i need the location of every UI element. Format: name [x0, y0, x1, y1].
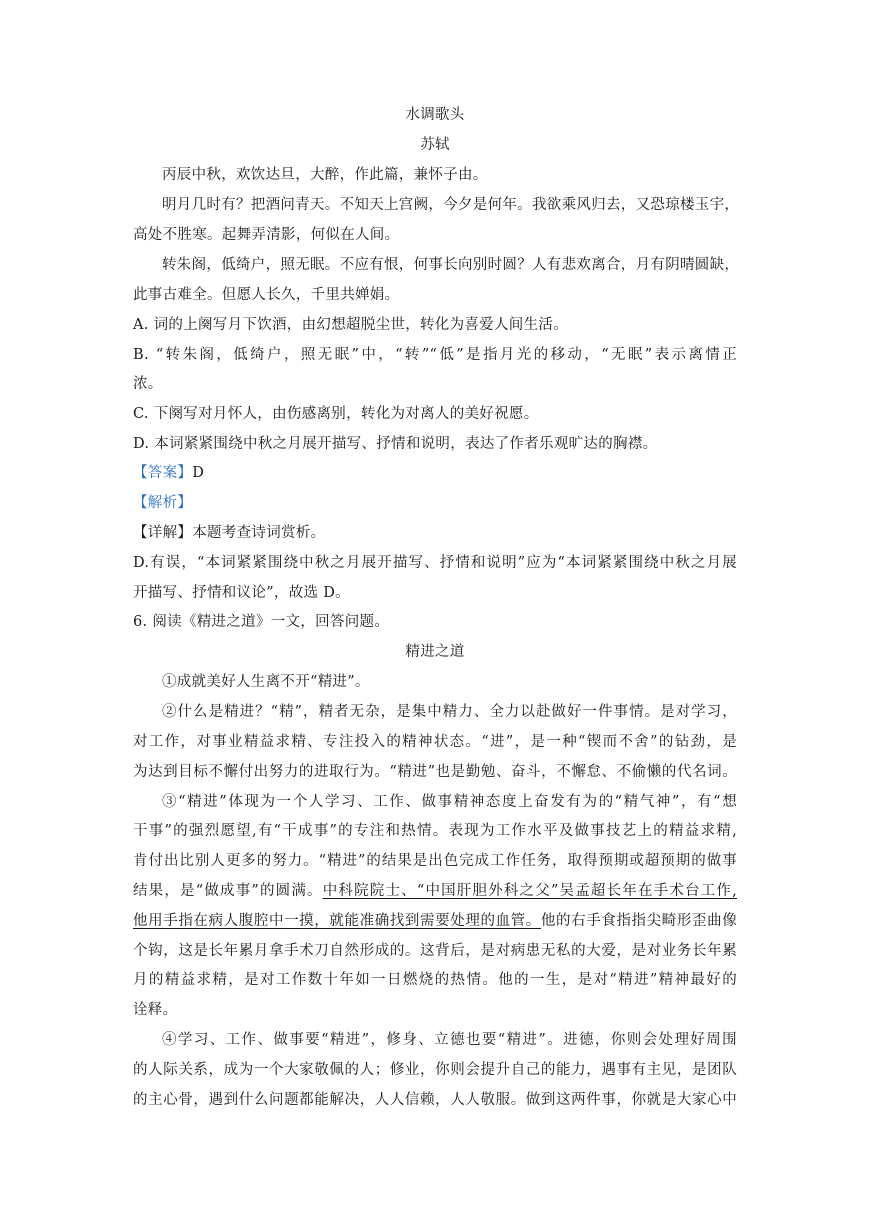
essay-para-3-line-7: 月的精益求精，是对工作数十年如一日燃烧的热情。他的一生，是对“精进”精神最好的 [133, 972, 737, 988]
poem-preface: 丙辰中秋，欢饮达旦，大醉，作此篇，兼怀子由。 [162, 167, 488, 183]
answer-value: D [192, 465, 205, 481]
essay-para-2-line-1: ②什么是精进？“精”，精者无杂，是集中精力、全力以赴做好一件事情。是对学习， [162, 704, 737, 720]
poem-author: 苏轼 [420, 137, 450, 153]
essay-para-4-line-2: 的人际关系，成为一个大家敬佩的人；修业，你则会提升自己的能力，遇事有主见，是团队 [133, 1062, 737, 1078]
poem-stanza-1-line-2: 高处不胜寒。起舞弄清影，何似在人间。 [133, 227, 400, 243]
answer-label: 【答案】 [133, 465, 193, 481]
poem-stanza-2-line-2: 此事古难全。但愿人长久，千里共婵娟。 [133, 287, 400, 303]
essay-para-3-line-6: 个钩，这是长年累月拿手术刀自然形成的。这背后，是对病患无私的大爱，是对业务长年累 [133, 943, 737, 959]
detail-label: 【详解】 [133, 525, 193, 541]
essay-para-3-line-5-plain: 他的右手食指指尖畸形歪曲像 [540, 913, 737, 929]
essay-para-3-line-8: 诠释。 [133, 1002, 178, 1018]
option-b-line-2: 浓。 [133, 376, 163, 392]
essay-para-2-line-2: 对工作，对事业精益求精、专注投入的精神状态。“进”，是一种“锲而不舍”的钻劲，是 [133, 734, 737, 750]
essay-para-4-line-3: 的主心骨，遇到什么问题都能解决，人人信赖，人人敬服。做到这两件事，你就是大家心中 [133, 1092, 737, 1108]
essay-underlined-sentence-part-1: 中科院院士、“中国肝胆外科之父”吴孟超长年在手术台工作, [322, 883, 737, 899]
answer-line [133, 463, 737, 483]
option-d: D. 本词紧紧围绕中秋之月展开描写、抒情和说明，表达了作者乐观旷达的胸襟。 [133, 436, 658, 452]
essay-title: 精进之道 [405, 644, 465, 660]
option-b-line-1: B. “转朱阁，低绮户，照无眠”中，“转”“低”是指月光的移动，“无眠”表示离情正 [133, 347, 737, 363]
option-a: A. 词的上阕写月下饮酒，由幻想超脱尘世，转化为喜爱人间生活。 [133, 317, 568, 333]
essay-para-3-line-5 [133, 911, 737, 931]
essay-para-3-line-4 [133, 881, 737, 901]
detail-text: 本题考查诗词赏析。 [192, 525, 326, 541]
essay-para-3-line-4-plain: 结果，是“做成事”的圆满。 [133, 883, 323, 899]
essay-para-4-line-1: ④学习、工作、做事要“精进”，修身、立德也要“精进”。进德，你则会处理好周围 [162, 1032, 737, 1048]
explanation-line-1: D.有误，“本词紧紧围绕中秋之月展开描写、抒情和说明”应为“本词紧紧围绕中秋之月展 [133, 555, 737, 571]
essay-para-3-line-2: 干事”的强烈愿望,有“干成事”的专注和热情。表现为工作水平及做事技艺上的精益求精, [133, 823, 737, 839]
question-6-prompt: 6. 阅读《精进之道》一文，回答问题。 [133, 614, 390, 630]
essay-para-3-line-1: ③“精进”体现为一个人学习、工作、做事精神态度上奋发有为的“精气神”，有“想 [162, 794, 737, 810]
poem-stanza-1-line-1: 明月几时有？把酒问青天。不知天上宫阙，今夕是何年。我欲乘风归去，又恐琼楼玉宇， [162, 197, 740, 213]
poem-stanza-2-line-1: 转朱阁，低绮户，照无眠。不应有恨，何事长向别时圆？人有悲欢离合，月有阴晴圆缺， [162, 257, 740, 273]
essay-underlined-sentence-part-2: 他用手指在病人腹腔中一摸，就能准确找到需要处理的血管。 [133, 913, 541, 929]
detail-line [133, 523, 737, 543]
analysis-label: 【解析】 [133, 495, 193, 511]
poem-title: 水调歌头 [405, 107, 465, 123]
essay-para-3-line-3: 肯付出比别人更多的努力。“精进”的结果是出色完成工作任务，取得预期或超预期的做事 [133, 853, 737, 869]
essay-para-1: ①成就美好人生离不开“精进”。 [162, 674, 370, 690]
explanation-line-2: 开描写、抒情和议论”，故选 D。 [133, 585, 350, 601]
essay-para-2-line-3: 为达到目标不懈付出努力的进取行为。“精进”也是勤勉、奋斗，不懈怠、不偷懒的代名词。 [133, 764, 737, 780]
option-c: C. 下阕写对月怀人，由伤感离别，转化为对离人的美好祝愿。 [133, 406, 539, 422]
